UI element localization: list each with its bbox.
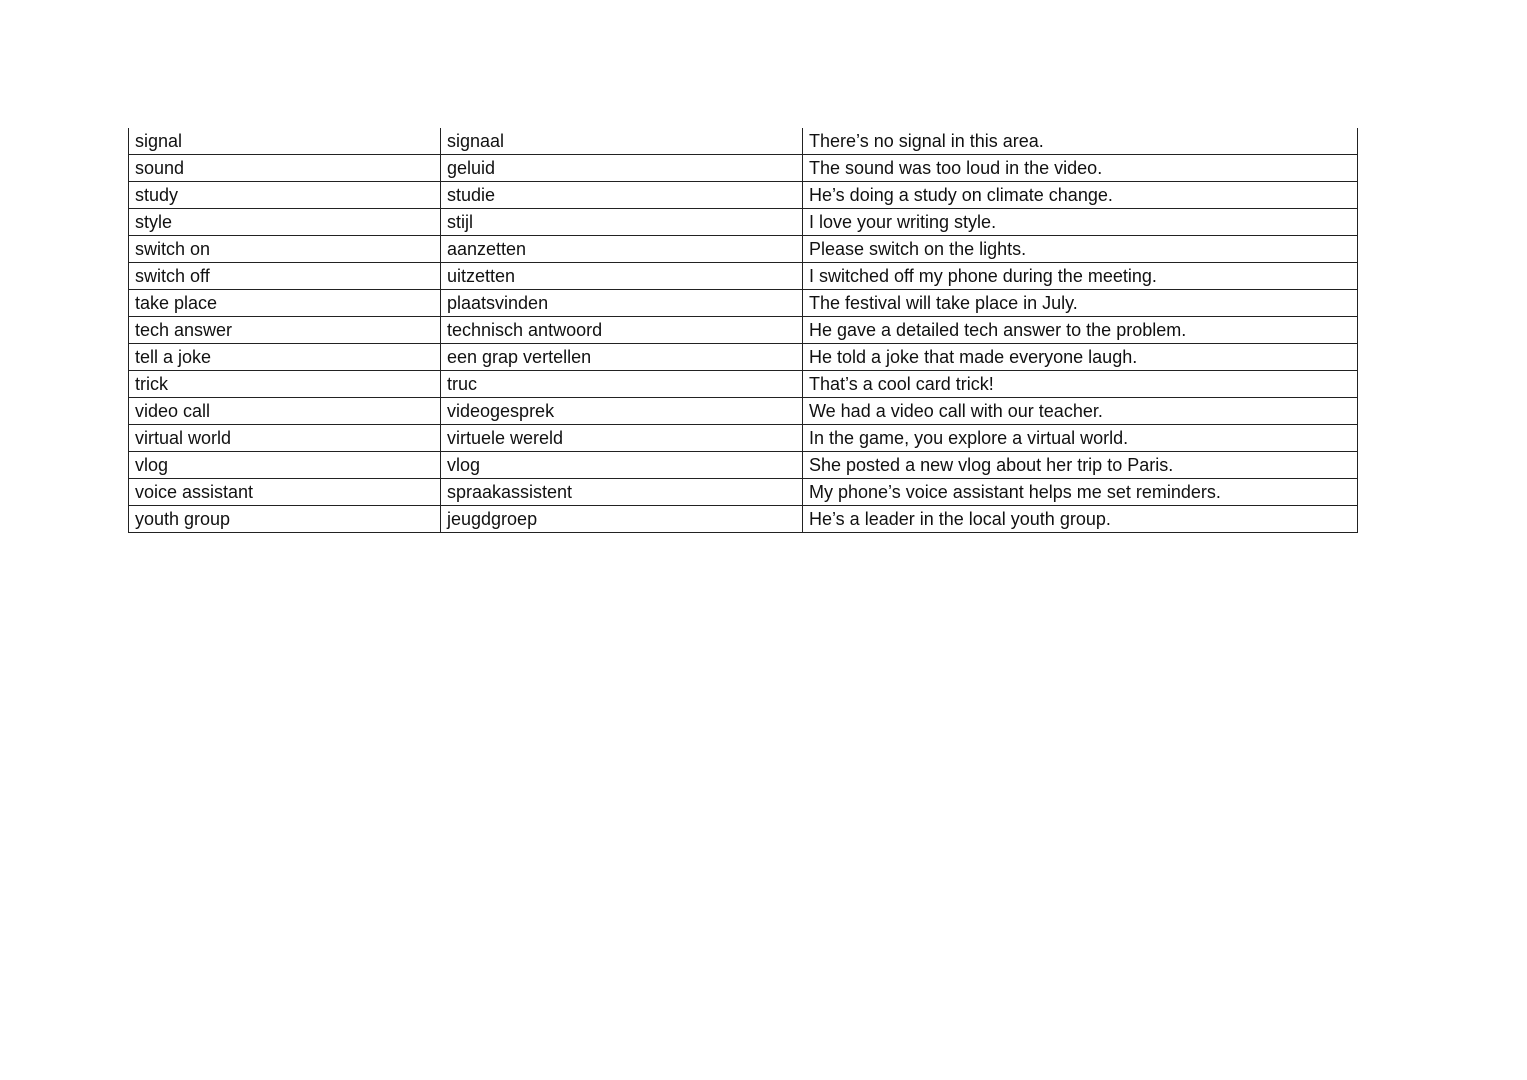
dutch-translation-cell: plaatsvinden — [441, 290, 803, 317]
english-term-cell: youth group — [129, 506, 441, 533]
example-sentence-cell: The festival will take place in July. — [803, 290, 1358, 317]
example-sentence-cell: She posted a new vlog about her trip to Paris. — [803, 452, 1358, 479]
table-row — [129, 209, 1358, 236]
english-term-cell: voice assistant — [129, 479, 441, 506]
dutch-translation-cell: uitzetten — [441, 263, 803, 290]
table-row — [129, 290, 1358, 317]
example-sentence-cell: He’s a leader in the local youth group. — [803, 506, 1358, 533]
example-sentence-cell: He gave a detailed tech answer to the problem. — [803, 317, 1358, 344]
example-sentence-cell: In the game, you explore a virtual world. — [803, 425, 1358, 452]
table-row — [129, 425, 1358, 452]
dutch-translation-cell: een grap vertellen — [441, 344, 803, 371]
english-term-cell: trick — [129, 371, 441, 398]
table-row — [129, 263, 1358, 290]
dutch-translation-cell: spraakassistent — [441, 479, 803, 506]
example-sentence-cell: My phone’s voice assistant helps me set reminders. — [803, 479, 1358, 506]
english-term-cell: style — [129, 209, 441, 236]
english-term-cell: study — [129, 182, 441, 209]
dutch-translation-cell: vlog — [441, 452, 803, 479]
table-row — [129, 182, 1358, 209]
table-row — [129, 128, 1358, 155]
table-row — [129, 398, 1358, 425]
dutch-translation-cell: videogesprek — [441, 398, 803, 425]
dutch-translation-cell: stijl — [441, 209, 803, 236]
english-term-cell: signal — [129, 128, 441, 155]
vocabulary-table-body — [129, 128, 1358, 533]
table-row — [129, 317, 1358, 344]
dutch-translation-cell: truc — [441, 371, 803, 398]
vocabulary-table — [128, 128, 1358, 533]
dutch-translation-cell: virtuele wereld — [441, 425, 803, 452]
example-sentence-cell: Please switch on the lights. — [803, 236, 1358, 263]
table-row — [129, 344, 1358, 371]
english-term-cell: switch on — [129, 236, 441, 263]
table-row — [129, 155, 1358, 182]
table-row — [129, 236, 1358, 263]
english-term-cell: tell a joke — [129, 344, 441, 371]
example-sentence-cell: I switched off my phone during the meeting. — [803, 263, 1358, 290]
example-sentence-cell: There’s no signal in this area. — [803, 128, 1358, 155]
example-sentence-cell: The sound was too loud in the video. — [803, 155, 1358, 182]
table-row — [129, 479, 1358, 506]
dutch-translation-cell: studie — [441, 182, 803, 209]
example-sentence-cell: I love your writing style. — [803, 209, 1358, 236]
english-term-cell: take place — [129, 290, 441, 317]
table-row — [129, 371, 1358, 398]
english-term-cell: virtual world — [129, 425, 441, 452]
english-term-cell: vlog — [129, 452, 441, 479]
english-term-cell: video call — [129, 398, 441, 425]
example-sentence-cell: That’s a cool card trick! — [803, 371, 1358, 398]
table-row — [129, 452, 1358, 479]
english-term-cell: switch off — [129, 263, 441, 290]
example-sentence-cell: He told a joke that made everyone laugh. — [803, 344, 1358, 371]
dutch-translation-cell: signaal — [441, 128, 803, 155]
dutch-translation-cell: geluid — [441, 155, 803, 182]
example-sentence-cell: He’s doing a study on climate change. — [803, 182, 1358, 209]
dutch-translation-cell: jeugdgroep — [441, 506, 803, 533]
dutch-translation-cell: technisch antwoord — [441, 317, 803, 344]
example-sentence-cell: We had a video call with our teacher. — [803, 398, 1358, 425]
dutch-translation-cell: aanzetten — [441, 236, 803, 263]
english-term-cell: tech answer — [129, 317, 441, 344]
english-term-cell: sound — [129, 155, 441, 182]
table-row — [129, 506, 1358, 533]
